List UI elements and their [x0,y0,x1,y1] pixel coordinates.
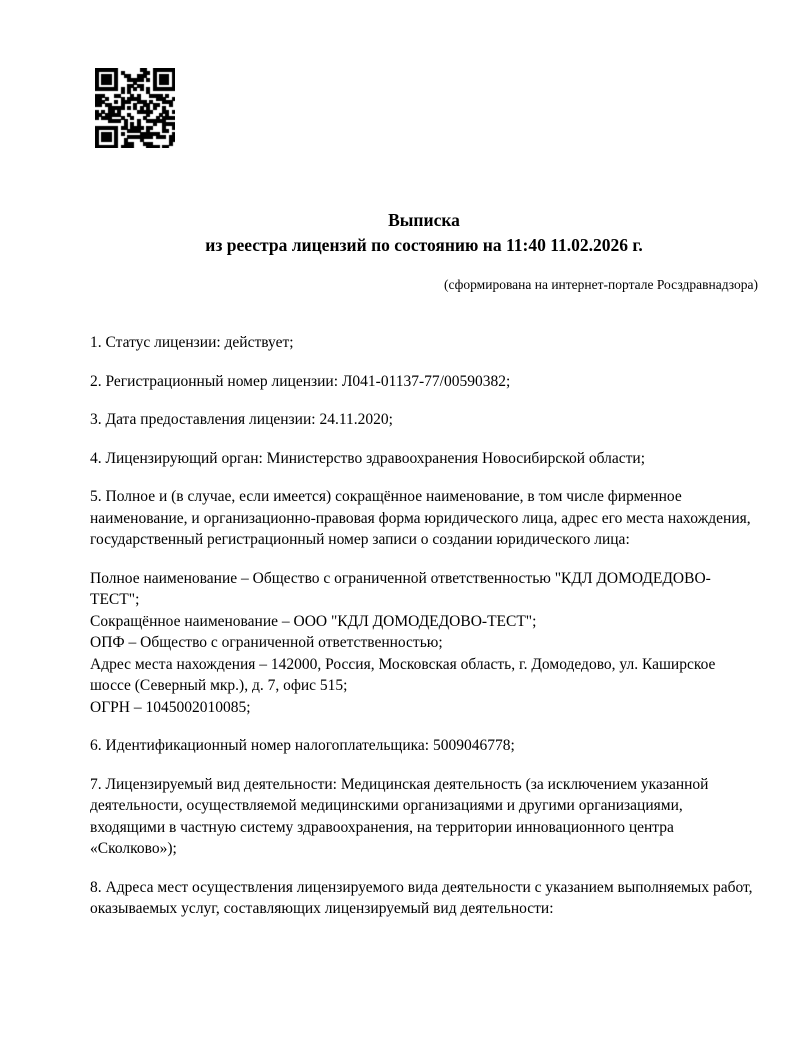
title-line-2: из реестра лицензий по состоянию на 11:40 11.02.2026 г. [205,235,643,255]
item-8-addresses-heading: 8. Адреса мест осуществления лицензируемого вида деятельности с указанием выполняемых работ, оказываемых услуг, составляющих лицензируемый вид деятельности: [90,878,753,917]
qr-code-image [95,68,175,148]
org-short-name-line: Сокращённое наименование – ООО "КДЛ ДОМОДЕДОВО-ТЕСТ"; [90,612,537,630]
org-full-name-line: Полное наименование – Общество с ограниченной ответственностью "КДЛ ДОМОДЕДОВО-ТЕСТ"; [90,569,711,608]
item-7-licensed-activity: 7. Лицензируемый вид деятельности: Медицинская деятельность (за исключением указанной деятельности, осуществляемой медицинскими организациями и другими организациями, входящими в частную систему здравоохранения, на территории инновационного центра «Сколково»); [90,775,709,857]
document-body [90,332,758,937]
org-ogrn-line: ОГРН – 1045002010085; [90,698,251,716]
document-title [90,208,758,258]
org-address-line: Адрес места нахождения – 142000, Россия, Московская область, г. Домодедово, ул. Каширское шоссе (Северный мкр.), д. 7, офис 515; [90,655,716,694]
item-2-registration-number: 2. Регистрационный номер лицензии: Л041-01137-77/00590382; [90,372,511,390]
formed-on-portal-note: (сформирована на интернет-портале Росздравнадзора) [443,277,758,292]
item-4-licensing-authority: 4. Лицензирующий орган: Министерство здравоохранения Новосибирской области; [90,449,646,467]
item-5-organization-heading: 5. Полное и (в случае, если имеется) сокращённое наименование, в том числе фирменное наименование, и организационно-правовая форма юридического лица, адрес его места нахождения, государственный регистрационный номер записи о создании юридического лица: [90,488,751,548]
item-3-grant-date: 3. Дата предоставления лицензии: 24.11.2020; [90,411,393,428]
item-1-license-status: 1. Статус лицензии: действует; [90,334,294,351]
title-line-1: Выписка [388,210,460,230]
org-legal-form-line: ОПФ – Общество с ограниченной ответственностью; [90,634,443,651]
organization-details [90,568,758,719]
item-6-taxpayer-number: 6. Идентификационный номер налогоплательщика: 5009046778; [90,737,515,754]
